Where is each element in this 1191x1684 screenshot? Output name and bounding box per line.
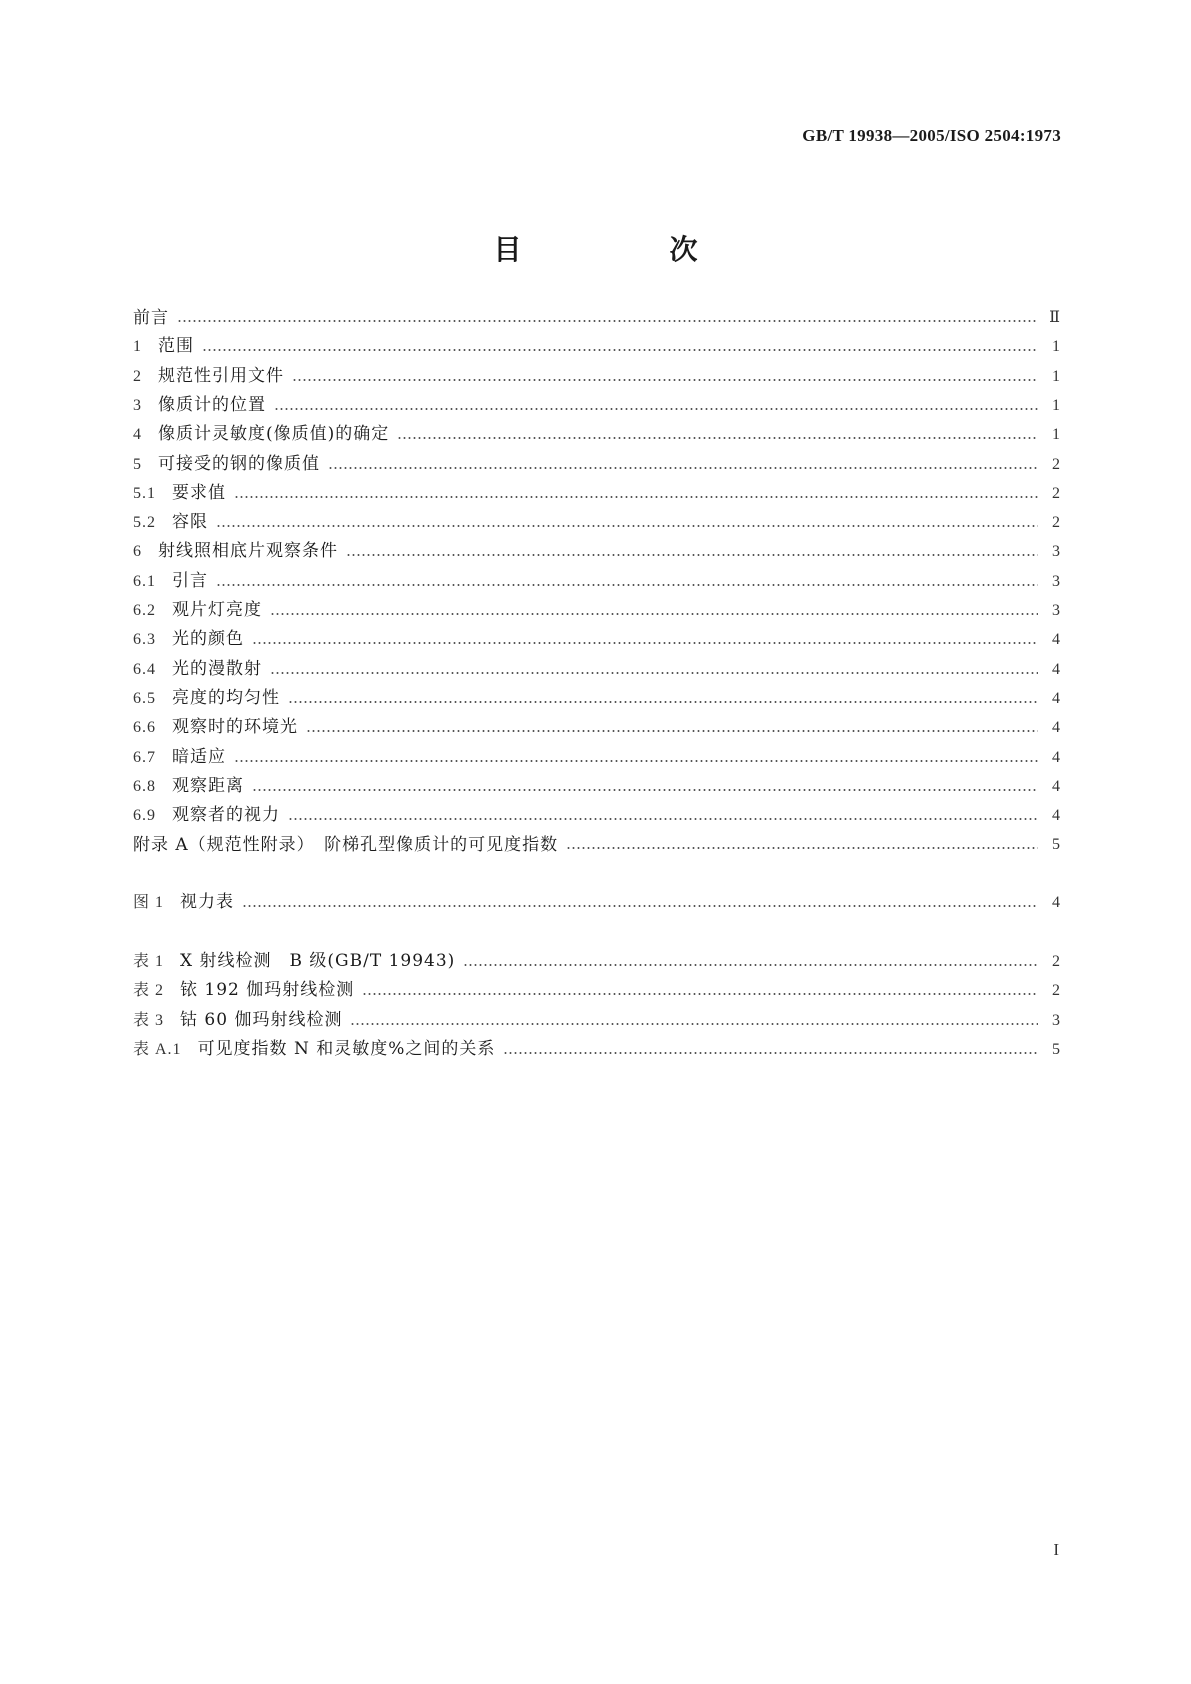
toc-entry-number: 1 [133,338,142,356]
toc-entry-text: 容限 [172,512,208,533]
toc-entry-number: 6.3 [133,631,156,649]
toc-entry-label [133,628,244,651]
toc-entry-number: 表 3 [133,1011,165,1029]
toc-entry-page: 5 [1052,1040,1060,1058]
toc-entry-label [133,804,280,827]
page-title: 目 次 [493,233,758,266]
toc-entry[interactable] [133,745,1060,769]
toc-dot-leader [270,670,1038,676]
page-number: I [1053,1540,1059,1559]
toc-dot-leader [362,991,1038,997]
toc-entry[interactable] [133,1037,1060,1061]
toc-entry-page: 1 [1052,426,1060,444]
toc-dot-leader [177,318,1038,324]
toc-entry-label [133,599,262,622]
toc-entry-page: 3 [1052,543,1060,561]
toc-entry-text: X 射线检测 B 级(GB/T 19943) [180,951,456,971]
toc-dot-leader [252,787,1038,793]
toc-entry-number: 6.6 [133,719,156,737]
toc-entry-page: 4 [1052,719,1060,737]
toc-entry-text: 铱 192 伽玛射线检测 [180,980,355,1001]
toc-entry-page: 3 [1052,572,1060,590]
toc-entry-text: 观片灯亮度 [172,600,262,620]
toc-entry-text: 像质计的位置 [158,394,266,415]
toc-entry-number: 6.2 [133,602,156,619]
toc-dot-leader [216,523,1038,529]
toc-entry-label [133,1009,342,1032]
toc-entry-text: 亮度的均匀性 [172,687,280,708]
toc-dot-leader [503,1050,1038,1056]
toc-entry-page: 2 [1052,484,1060,502]
toc-entry-text: 射线照相底片观察条件 [158,541,338,562]
toc-entry-label [133,775,244,798]
toc-entry[interactable] [133,657,1060,681]
toc-entry-number: 2 [133,367,142,385]
toc-entry-text: 可接受的钢的像质值 [158,453,320,474]
toc-entry-label [133,834,558,856]
toc-entry[interactable] [133,393,1060,417]
toc-entry[interactable] [133,364,1060,388]
toc-entry-number: 5.1 [133,484,156,502]
toc-entry-text: 暗适应 [172,746,226,767]
toc-entry-number: 6.9 [133,807,156,825]
toc-entry-label [133,746,226,769]
toc-entry-text: 像质计灵敏度(像质值)的确定 [158,424,390,445]
toc-dot-leader [463,962,1038,968]
toc-entry-label [133,1038,495,1061]
toc-entry-label [133,950,455,973]
toc-entry-number: 6.7 [133,748,156,766]
toc-entry-page: 2 [1052,455,1060,473]
toc-entry[interactable] [133,510,1060,534]
toc-entry-label [133,394,266,417]
toc-entry-text: 光的漫散射 [172,658,262,679]
toc-entry-text: 钴 60 伽玛射线检测 [180,1009,343,1030]
toc-entry-page: 3 [1052,1011,1060,1029]
toc-entry-page: 4 [1052,807,1060,825]
toc-entry[interactable] [133,452,1060,476]
toc-entry-number: 表 2 [133,982,165,1000]
toc-entry[interactable] [133,598,1060,622]
toc-entry-label [133,335,194,358]
toc-entry-label [133,307,169,329]
toc-entry-number: 表 1 [133,953,165,970]
toc-entry-page: 2 [1052,514,1060,532]
toc-dot-leader [234,758,1038,764]
toc-entry-label [133,423,389,446]
toc-entry-number: 表 A.1 [133,1040,182,1058]
toc-entry[interactable] [133,715,1060,739]
toc-entry-page: 4 [1052,894,1060,911]
toc-entry-number: 5.2 [133,514,156,532]
toc-entry-number: 6.1 [133,572,156,590]
toc-entry-text: 附录 A（规范性附录） 阶梯孔型像质计的可见度指数 [133,835,559,856]
toc-entry-text: 光的颜色 [172,629,244,650]
toc-entry-page: 4 [1052,777,1060,795]
toc-entry-text: 视力表 [180,892,235,912]
toc-entry-number: 3 [133,396,142,414]
toc-entry-number: 6 [133,543,142,561]
toc-entry[interactable] [133,774,1060,798]
toc-dot-leader [566,845,1038,851]
toc-entry[interactable] [133,832,1060,856]
toc-entry[interactable] [133,627,1060,651]
toc-entry-number: 图 1 [133,894,165,911]
toc-dot-leader [350,1021,1038,1027]
toc-entry[interactable] [133,978,1060,1002]
toc-entry-page: 4 [1052,748,1060,766]
toc-entry-text: 观察者的视力 [172,805,280,826]
toc-entry[interactable] [133,334,1060,358]
toc-dot-leader [292,377,1038,383]
toc-entry-label [133,891,234,914]
toc-dot-leader [270,611,1038,617]
toc-entry[interactable] [133,686,1060,710]
toc-entry-label [133,540,338,563]
toc-entry-page: 2 [1052,953,1060,970]
toc-entry[interactable] [133,481,1060,505]
toc-dot-leader [252,640,1038,646]
toc-entry-page: 3 [1052,602,1060,619]
toc-dot-leader [397,435,1038,441]
toc-entry-text: 引言 [172,570,208,591]
toc-entry[interactable] [133,890,1060,914]
toc-entry-text: 前言 [133,308,169,328]
toc-dot-leader [288,816,1038,822]
toc-entry[interactable] [133,305,1060,329]
toc-entry-page: 4 [1052,689,1060,707]
toc-entry-page: Ⅱ [1049,309,1060,326]
toc-entry-text: 规范性引用文件 [158,365,284,386]
toc-entry-page: 4 [1052,631,1060,649]
toc-entry-number: 5 [133,455,142,473]
toc-entry-label [133,570,208,593]
toc-entry[interactable] [133,803,1060,827]
standard-code: GB/T 19938—2005/ISO 2504:1973 [802,126,1061,145]
toc-entry[interactable] [133,949,1060,973]
toc-entry-number: 4 [133,426,142,444]
toc-entry[interactable] [133,539,1060,563]
toc-dot-leader [346,552,1038,558]
toc-dot-leader [216,582,1038,588]
toc-entry-label [133,482,226,505]
toc-entry-page: 4 [1052,660,1060,678]
toc-entry-label [133,658,262,681]
toc-dot-leader [328,465,1038,471]
toc-entry-label [133,453,320,476]
toc-entry[interactable] [133,569,1060,593]
toc-dot-leader [242,903,1038,909]
toc-entry-text: 可见度指数 N 和灵敏度%之间的关系 [197,1038,496,1059]
toc-entry[interactable] [133,1008,1060,1032]
toc-dot-leader [234,494,1038,500]
toc-entry-number: 6.4 [133,660,156,678]
toc-entry-text: 范围 [158,336,194,357]
toc-entry-number: 6.8 [133,777,156,795]
toc-entry-label [133,687,280,710]
toc-entry-page: 1 [1052,367,1060,385]
toc-entry-page: 1 [1052,338,1060,356]
toc-entry-text: 要求值 [172,482,226,503]
toc-entry-label [133,979,354,1002]
toc-entry-label [133,365,284,388]
toc-dot-leader [274,406,1038,412]
toc-dot-leader [306,728,1038,734]
toc-entry-text: 观察距离 [172,775,244,796]
toc-entry-page: 5 [1052,836,1060,854]
toc-entry-label [133,716,298,739]
toc-dot-leader [202,347,1038,353]
toc-entry-number: 6.5 [133,689,156,707]
toc-dot-leader [288,699,1038,705]
toc-entry-page: 1 [1052,396,1060,414]
toc-entry[interactable] [133,422,1060,446]
toc-entry-label [133,511,208,534]
toc-entry-page: 2 [1052,982,1060,1000]
toc-entry-text: 观察时的环境光 [172,717,298,738]
